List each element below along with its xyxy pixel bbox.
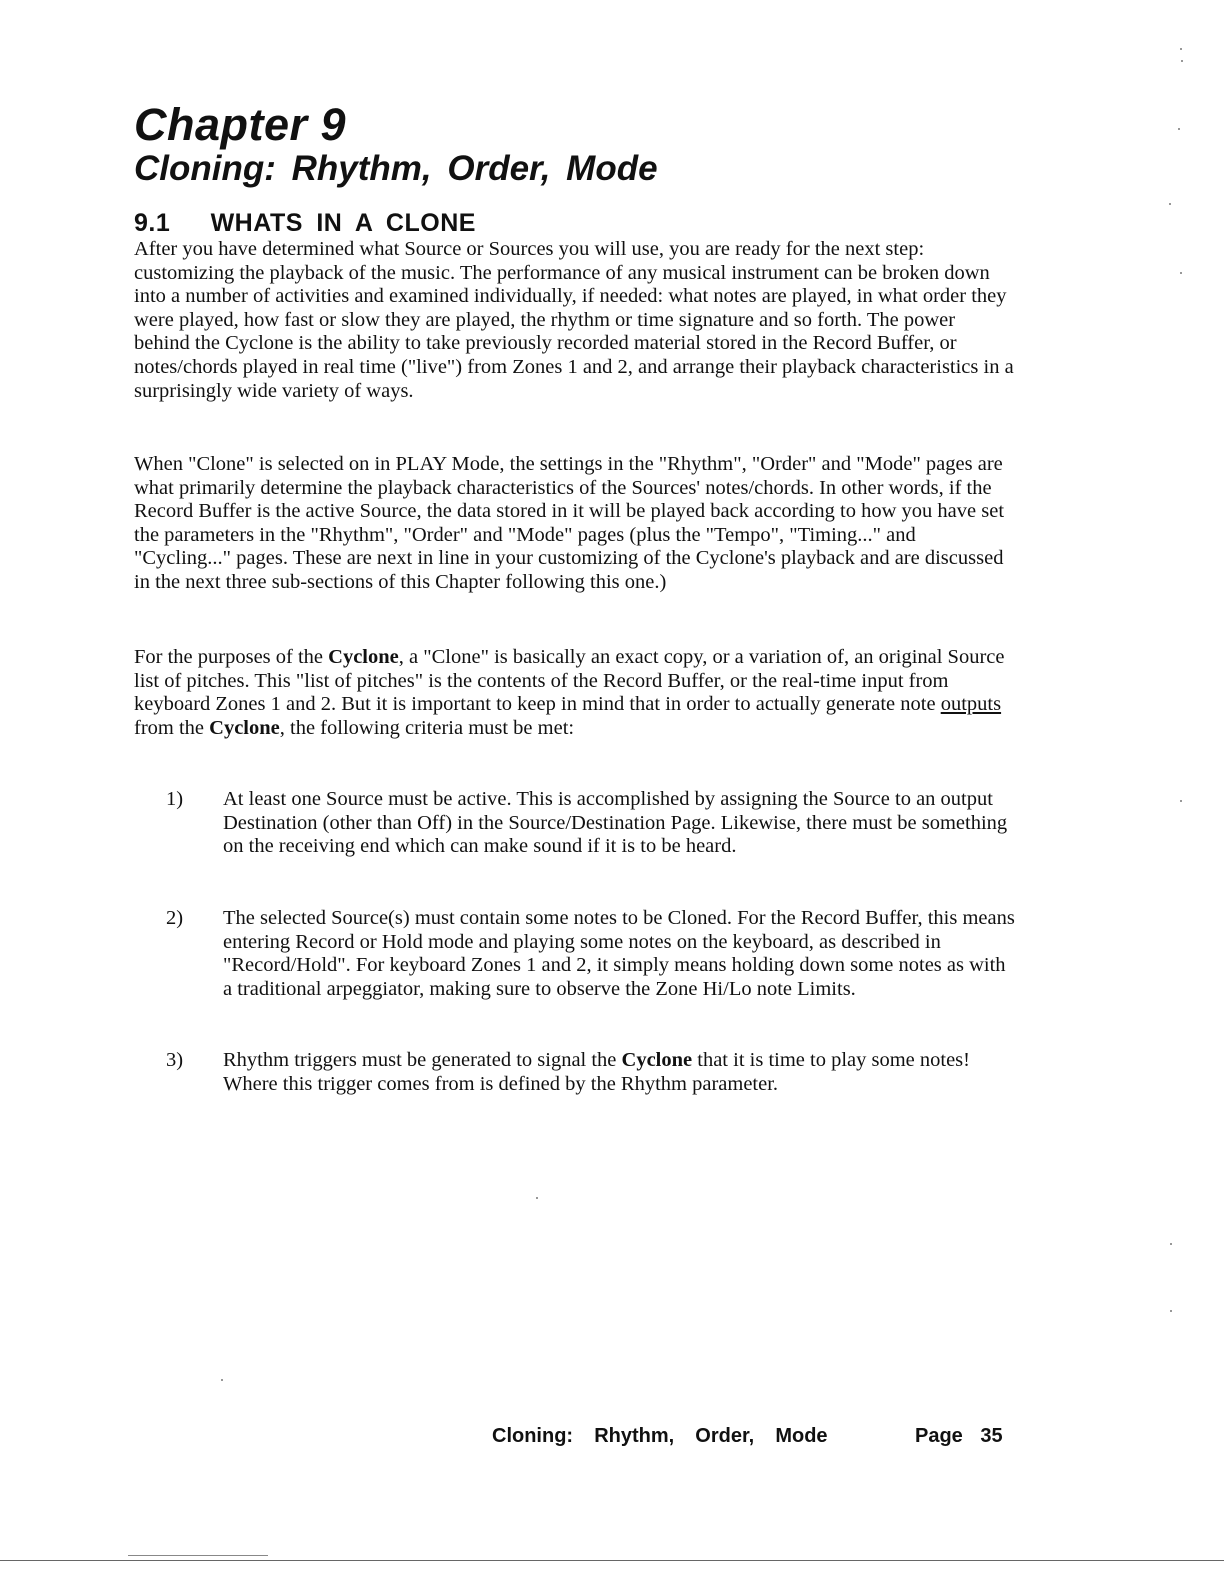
chapter-subtitle: Cloning: Rhythm, Order, Mode xyxy=(134,149,658,188)
cyclone-term: Cyclone xyxy=(209,716,280,739)
scan-speck xyxy=(536,1197,538,1199)
scan-speck xyxy=(1170,1310,1172,1312)
cyclone-term: Cyclone xyxy=(621,1049,693,1071)
footer-page-number: Page 35 xyxy=(915,1425,1003,1447)
criteria-text xyxy=(223,1049,1016,1096)
criteria-number: 2) xyxy=(166,907,184,929)
scan-speck xyxy=(1169,203,1171,205)
criteria-item xyxy=(166,1049,1016,1096)
criteria-text: The selected Source(s) must contain some notes to be Cloned. For the Record Buffer, this means entering Record or Hold mode and playing some notes on the keyboard, as described in "Record/Hold". For keyboard Zones 1 and 2, it simply means holding down some notes as with a traditional arpeggiator, making sure to observe the Zone Hi/Lo note Limits. xyxy=(223,907,1015,1000)
paragraph-clone-selected: When "Clone" is selected on in PLAY Mode, the settings in the "Rhythm", "Order" and "Mode" pages are what primarily determine the playback characteristics of the Sources' notes/chords. In other words, if the Record Buffer is the active Source, the data stored in it will be played back according to how you have set the parameters in the "Rhythm", "Order" and "Mode" pages (plus the "Tempo", "Timing..." and "Cycling..." pages. These are next in line in your customizing of the Cyclone's playback and are discussed in the next three sub-sections of this Chapter following this one.) xyxy=(134,453,1005,593)
scan-speck xyxy=(1181,60,1183,62)
p3-part-a: For the purposes of the xyxy=(134,646,329,668)
scan-speck xyxy=(221,1379,223,1381)
cyclone-term: Cyclone xyxy=(328,646,399,668)
scan-rule xyxy=(0,1560,1224,1561)
p3-part-c: from the xyxy=(134,716,210,739)
outputs-term: outputs xyxy=(940,693,1002,716)
criteria-text-b: that it is time to play some notes! Where this trigger comes from is defined by the Rhythm parameter. xyxy=(223,1049,970,1095)
paragraph-intro: After you have determined what Source or Sources you will use, you are ready for the next step: customizing the playback of the music. The performance of any musical instrument can be broken down into a number of activities and examined individually, if needed: what notes are played, in what order they were played, how fast or slow they are played, the rhythm or time signature and so forth. The power behind the Cyclone is the ability to take previously recorded material stored in the Record Buffer, or notes/chords played in real time ("live") from Zones 1 and 2, and arrange their playback characteristics in a surprisingly wide variety of ways. xyxy=(134,238,1014,402)
criteria-item xyxy=(166,907,1016,1001)
scan-speck xyxy=(1170,1243,1172,1245)
section-heading-text: 9.1 WHATS IN A CLONE xyxy=(134,209,476,237)
scan-speck xyxy=(1180,48,1182,50)
scan-speck xyxy=(1180,272,1182,274)
criteria-text-a: Rhythm triggers must be generated to signal the xyxy=(223,1049,622,1071)
criteria-item xyxy=(166,788,1016,859)
criteria-number: 1) xyxy=(166,788,184,810)
p3-part-d: , the following criteria must be met: xyxy=(279,716,575,739)
section-heading xyxy=(134,208,476,238)
paragraph-clone-definition xyxy=(134,646,1014,740)
chapter-title: Chapter 9 xyxy=(134,99,347,150)
criteria-text: At least one Source must be active. This is accomplished by assigning the Source to an output Destination (other than Off) in the Source/Destination Page. Likewise, there must be something on the receiving end which can make sound if it is to be heard. xyxy=(223,788,1008,858)
scan-rule-short xyxy=(128,1555,268,1556)
scan-speck xyxy=(1178,128,1180,130)
p3-part-b: , a "Clone" is basically an exact copy, or a variation of, an original Source list of pitches. This "list of pitches" is the contents of the Record Buffer, or the real-time input from keyboard Zones 1 and 2. But it is important to keep in mind that in order to actually generate note xyxy=(134,646,1005,716)
scan-speck xyxy=(1180,800,1182,802)
criteria-number: 3) xyxy=(166,1049,184,1071)
footer-title: Cloning: Rhythm, Order, Mode xyxy=(492,1425,828,1447)
